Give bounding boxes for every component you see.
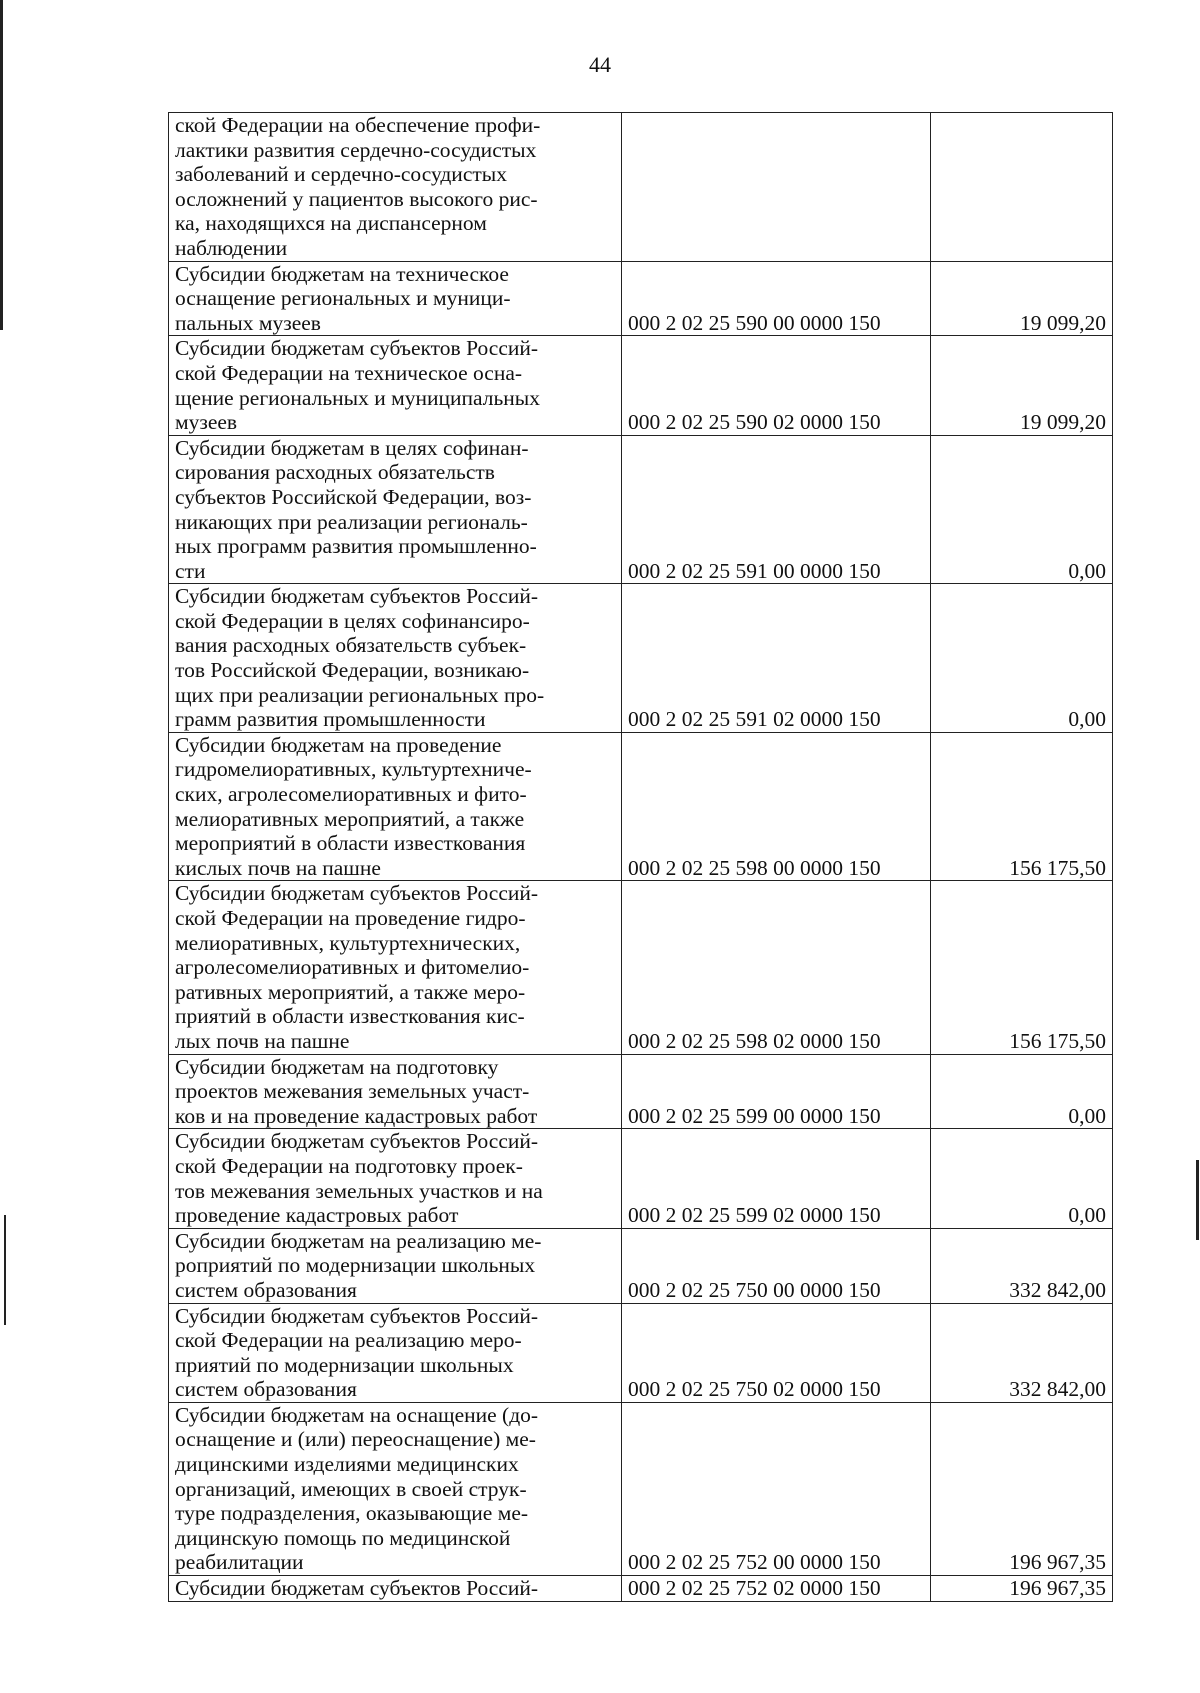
budget-classification-code: 000 2 02 25 599 02 0000 150 (622, 1129, 931, 1228)
budget-amount: 0,00 (931, 1129, 1113, 1228)
table-row (169, 261, 1113, 336)
budget-classification-code: 000 2 02 25 599 00 0000 150 (622, 1054, 931, 1129)
budget-amount (931, 113, 1113, 262)
table-row (169, 1129, 1113, 1228)
budget-item-name: ской Федерации на обеспечение профи- лактики развития сердечно-сосудистых заболеваний и сердечно-сосудистых осложнений у пациентов высокого рис- ка, находящихся на диспансерном наблюдении (169, 113, 622, 262)
table-row (169, 1303, 1113, 1402)
budget-amount: 156 175,50 (931, 881, 1113, 1054)
table-row (169, 1054, 1113, 1129)
budget-amount: 196 967,35 (931, 1402, 1113, 1575)
budget-amount: 196 967,35 (931, 1576, 1113, 1602)
table-row (169, 584, 1113, 733)
scan-edge-left-top (0, 0, 3, 330)
budget-classification-code: 000 2 02 25 590 02 0000 150 (622, 336, 931, 435)
table-row (169, 1402, 1113, 1575)
budget-amount: 19 099,20 (931, 261, 1113, 336)
budget-item-name: Субсидии бюджетам в целях софинан- сирования расходных обязательств субъектов Российской Федерации, воз- никающих при реализации региональ- ных программ развития промышленно- сти (169, 435, 622, 584)
table-row (169, 435, 1113, 584)
budget-amount: 332 842,00 (931, 1228, 1113, 1303)
page-number: 44 (589, 52, 611, 77)
budget-amount: 332 842,00 (931, 1303, 1113, 1402)
budget-item-name: Субсидии бюджетам субъектов Россий- ской Федерации в целях софинансиро- вания расходных обязательств субъек- тов Российской Федерации, возникаю- щих при реализации региональных про- грамм развития промышленности (169, 584, 622, 733)
budget-item-name: Субсидии бюджетам на проведение гидромелиоративных, культуртехниче- ских, агролесомелиоративных и фито- мелиоративных мероприятий, а также мероприятий в области известкования кислых почв на пашне (169, 732, 622, 881)
budget-classification-code: 000 2 02 25 750 02 0000 150 (622, 1303, 931, 1402)
scan-edge-left-mid (4, 1215, 6, 1325)
budget-classification-code: 000 2 02 25 591 02 0000 150 (622, 584, 931, 733)
budget-amount: 19 099,20 (931, 336, 1113, 435)
budget-item-name: Субсидии бюджетам на реализацию ме- роприятий по модернизации школьных систем образования (169, 1228, 622, 1303)
budget-item-name: Субсидии бюджетам на подготовку проектов межевания земельных участ- ков и на проведение кадастровых работ (169, 1054, 622, 1129)
budget-item-name: Субсидии бюджетам субъектов Россий- ской Федерации на проведение гидро- мелиоративных, культуртехнических, агролесомелиоративных и фитомелио- ративных мероприятий, а также меро- приятий в области известкования кис- лых почв на пашне (169, 881, 622, 1054)
table-row (169, 732, 1113, 881)
budget-item-name: Субсидии бюджетам субъектов Россий- ской Федерации на подготовку проек- тов межевания земельных участков и на проведение кадастровых работ (169, 1129, 622, 1228)
budget-table (168, 112, 1113, 1602)
budget-classification-code: 000 2 02 25 752 00 0000 150 (622, 1402, 931, 1575)
table-row (169, 1228, 1113, 1303)
budget-classification-code: 000 2 02 25 591 00 0000 150 (622, 435, 931, 584)
scan-edge-right-mid (1196, 1160, 1199, 1240)
budget-classification-code (622, 113, 931, 262)
budget-item-name: Субсидии бюджетам субъектов Россий- (169, 1576, 622, 1602)
budget-classification-code: 000 2 02 25 750 00 0000 150 (622, 1228, 931, 1303)
table-row (169, 1576, 1113, 1602)
budget-classification-code: 000 2 02 25 590 00 0000 150 (622, 261, 931, 336)
table-row (169, 336, 1113, 435)
table-row (169, 881, 1113, 1054)
budget-amount: 156 175,50 (931, 732, 1113, 881)
budget-item-name: Субсидии бюджетам на техническое оснащение региональных и муници- пальных музеев (169, 261, 622, 336)
budget-amount: 0,00 (931, 584, 1113, 733)
budget-classification-code: 000 2 02 25 598 02 0000 150 (622, 881, 931, 1054)
budget-classification-code: 000 2 02 25 598 00 0000 150 (622, 732, 931, 881)
budget-amount: 0,00 (931, 1054, 1113, 1129)
budget-item-name: Субсидии бюджетам на оснащение (до- оснащение и (или) переоснащение) ме- дицинскими изделиями медицинских организаций, имеющих в своей струк- туре подразделения, оказывающие ме- дицинскую помощь по медицинской реабилитации (169, 1402, 622, 1575)
budget-table-body (169, 113, 1113, 1602)
budget-amount: 0,00 (931, 435, 1113, 584)
table-row (169, 113, 1113, 262)
budget-item-name: Субсидии бюджетам субъектов Россий- ской Федерации на техническое осна- щение региональных и муниципальных музеев (169, 336, 622, 435)
budget-classification-code: 000 2 02 25 752 02 0000 150 (622, 1576, 931, 1602)
budget-item-name: Субсидии бюджетам субъектов Россий- ской Федерации на реализацию меро- приятий по модернизации школьных систем образования (169, 1303, 622, 1402)
